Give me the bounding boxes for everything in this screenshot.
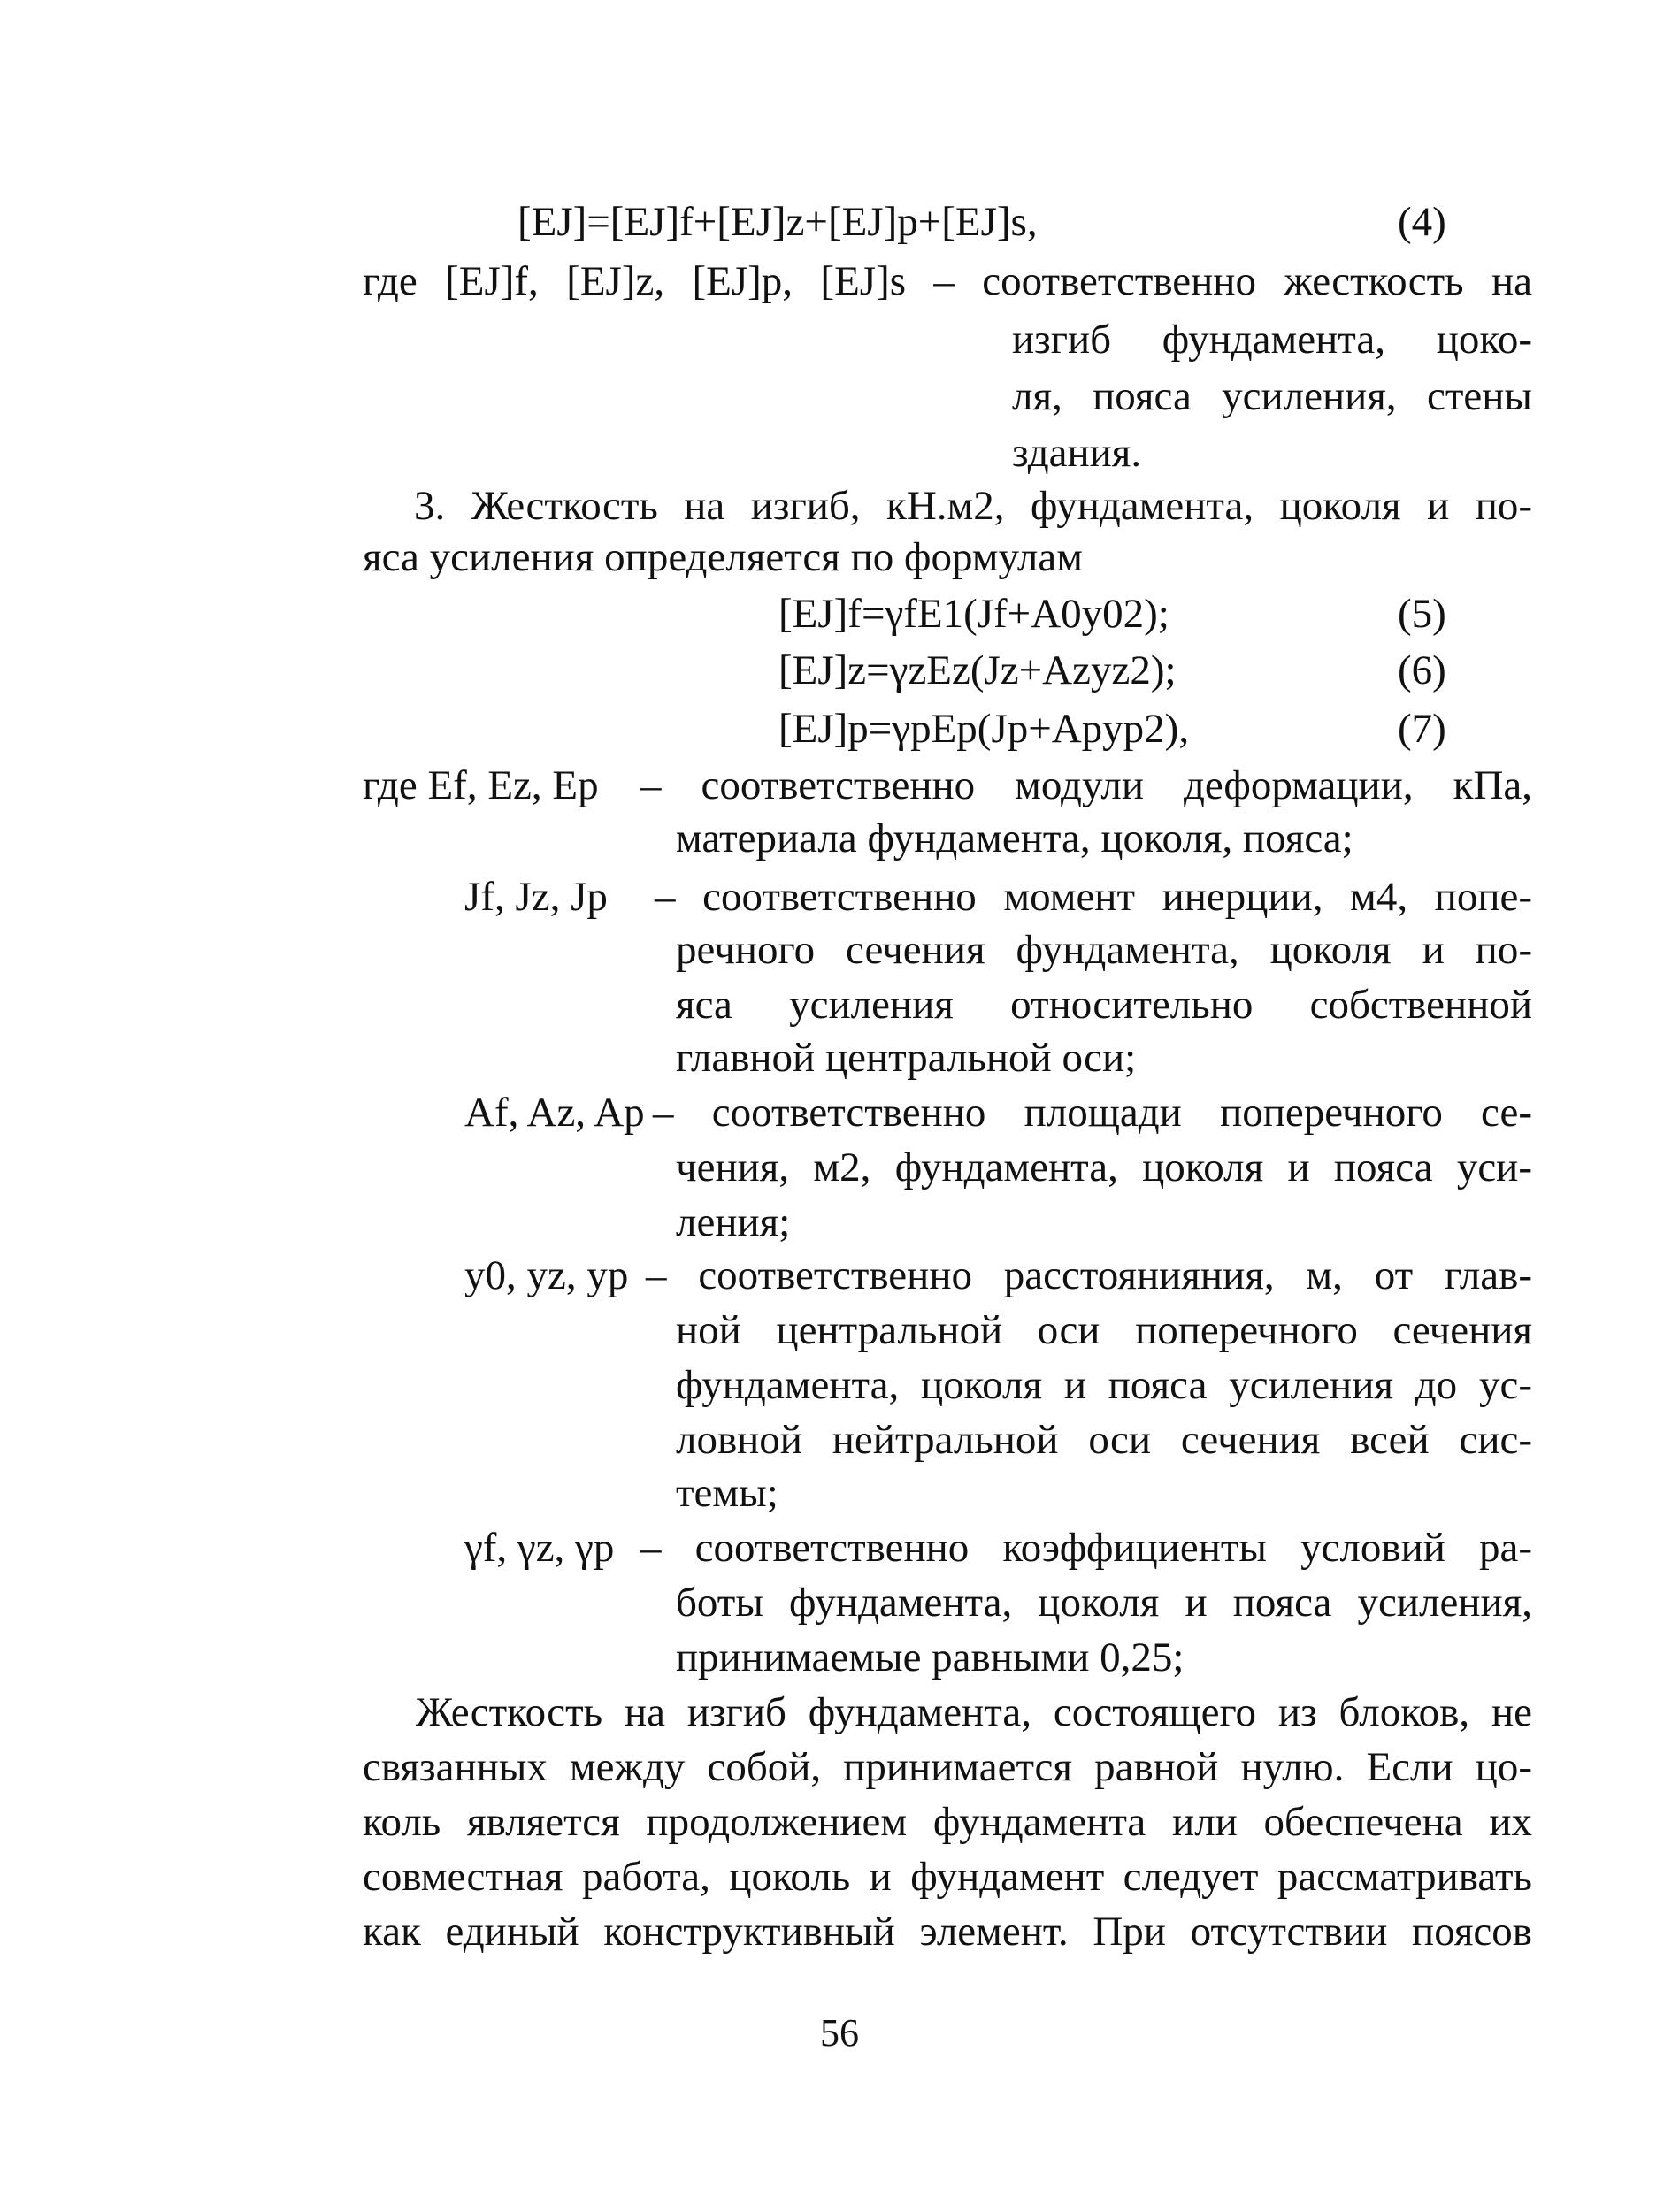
page-number: 56	[820, 2011, 859, 2055]
definition-line: – соответственно площади поперечного се-	[653, 1090, 1532, 1136]
definition-line: ной центральной оси поперечного сечения	[676, 1307, 1532, 1353]
paragraph-line: как единый конструктивный элемент. При отсутствии поясов	[363, 1909, 1532, 1955]
definition-term: y0, yz, yp	[464, 1252, 629, 1298]
paragraph-line: совместная работа, цоколь и фундамент следует рассматривать	[363, 1854, 1532, 1900]
definition-line: – соответственно момент инерции, м4, попе-	[655, 874, 1532, 920]
paragraph-line: коль является продолжением фундамента или обеспечена их	[363, 1799, 1532, 1845]
formula-6: [EJ]z=γzEz(Jz+Azyz2);	[778, 647, 1177, 693]
equation-number-5: (5)	[1398, 591, 1446, 637]
definition-line: главной центральной оси;	[676, 1035, 1137, 1081]
definition-term: где Ef, Ez, Ep	[363, 762, 599, 808]
where-clause-cont: здания.	[1012, 430, 1142, 476]
definition-line: боты фундамента, цоколя и пояса усиления,	[676, 1580, 1532, 1626]
section-3-line: 3. Жесткость на изгиб, кН.м2, фундамента, цоколя и по-	[414, 483, 1532, 529]
definition-term: γf, γz, γp	[464, 1525, 615, 1571]
formula-7: [EJ]p=γpEp(Jp+Apyp2),	[778, 706, 1190, 752]
definition-line: чения, м2, фундамента, цоколя и пояса уси-	[676, 1144, 1532, 1190]
definition-line: речного сечения фундамента, цоколя и по-	[676, 927, 1532, 973]
definition-line: яса усиления относительно собственной	[676, 982, 1532, 1028]
definition-term: Jf, Jz, Jp	[464, 874, 608, 920]
definition-line: ления;	[676, 1199, 791, 1245]
paragraph-line: связанных между собой, принимается равной нулю. Если цо-	[363, 1744, 1532, 1790]
definition-line: – соответственно коэффициенты условий ра-	[640, 1525, 1532, 1571]
definition-line: принимаемые равными 0,25;	[676, 1634, 1184, 1680]
definition-line: ловной нейтральной оси сечения всей сис-	[676, 1417, 1532, 1463]
where-clause-cont: ля, пояса усиления, стены	[1012, 373, 1532, 419]
formula-5: [EJ]f=γfE1(Jf+A0y02);	[778, 591, 1169, 637]
paragraph-line: Жесткость на изгиб фундамента, состоящего из блоков, не	[416, 1689, 1532, 1735]
equation-number-4: (4)	[1398, 199, 1446, 245]
section-3-line: яса усиления определяется по формулам	[363, 534, 1083, 580]
where-clause-head: где [EJ]f, [EJ]z, [EJ]p, [EJ]s – соответственно жесткость на	[363, 258, 1532, 304]
definition-line: темы;	[676, 1470, 778, 1516]
definition-line: материала фундамента, цоколя, пояса;	[676, 815, 1353, 861]
definition-line: фундамента, цоколя и пояса усиления до ус-	[676, 1362, 1532, 1408]
definition-term: Af, Az, Ap	[464, 1090, 645, 1136]
equation-number-6: (6)	[1398, 647, 1446, 693]
formula-4: [EJ]=[EJ]f+[EJ]z+[EJ]p+[EJ]s,	[518, 199, 1038, 245]
definition-line: – соответственно модули деформации, кПа,	[640, 762, 1532, 808]
equation-number-7: (7)	[1398, 706, 1446, 752]
definition-line: – соответственно расстоянияния, м, от глав-	[646, 1252, 1532, 1298]
where-clause-cont: изгиб фундамента, цоко-	[1012, 317, 1532, 363]
